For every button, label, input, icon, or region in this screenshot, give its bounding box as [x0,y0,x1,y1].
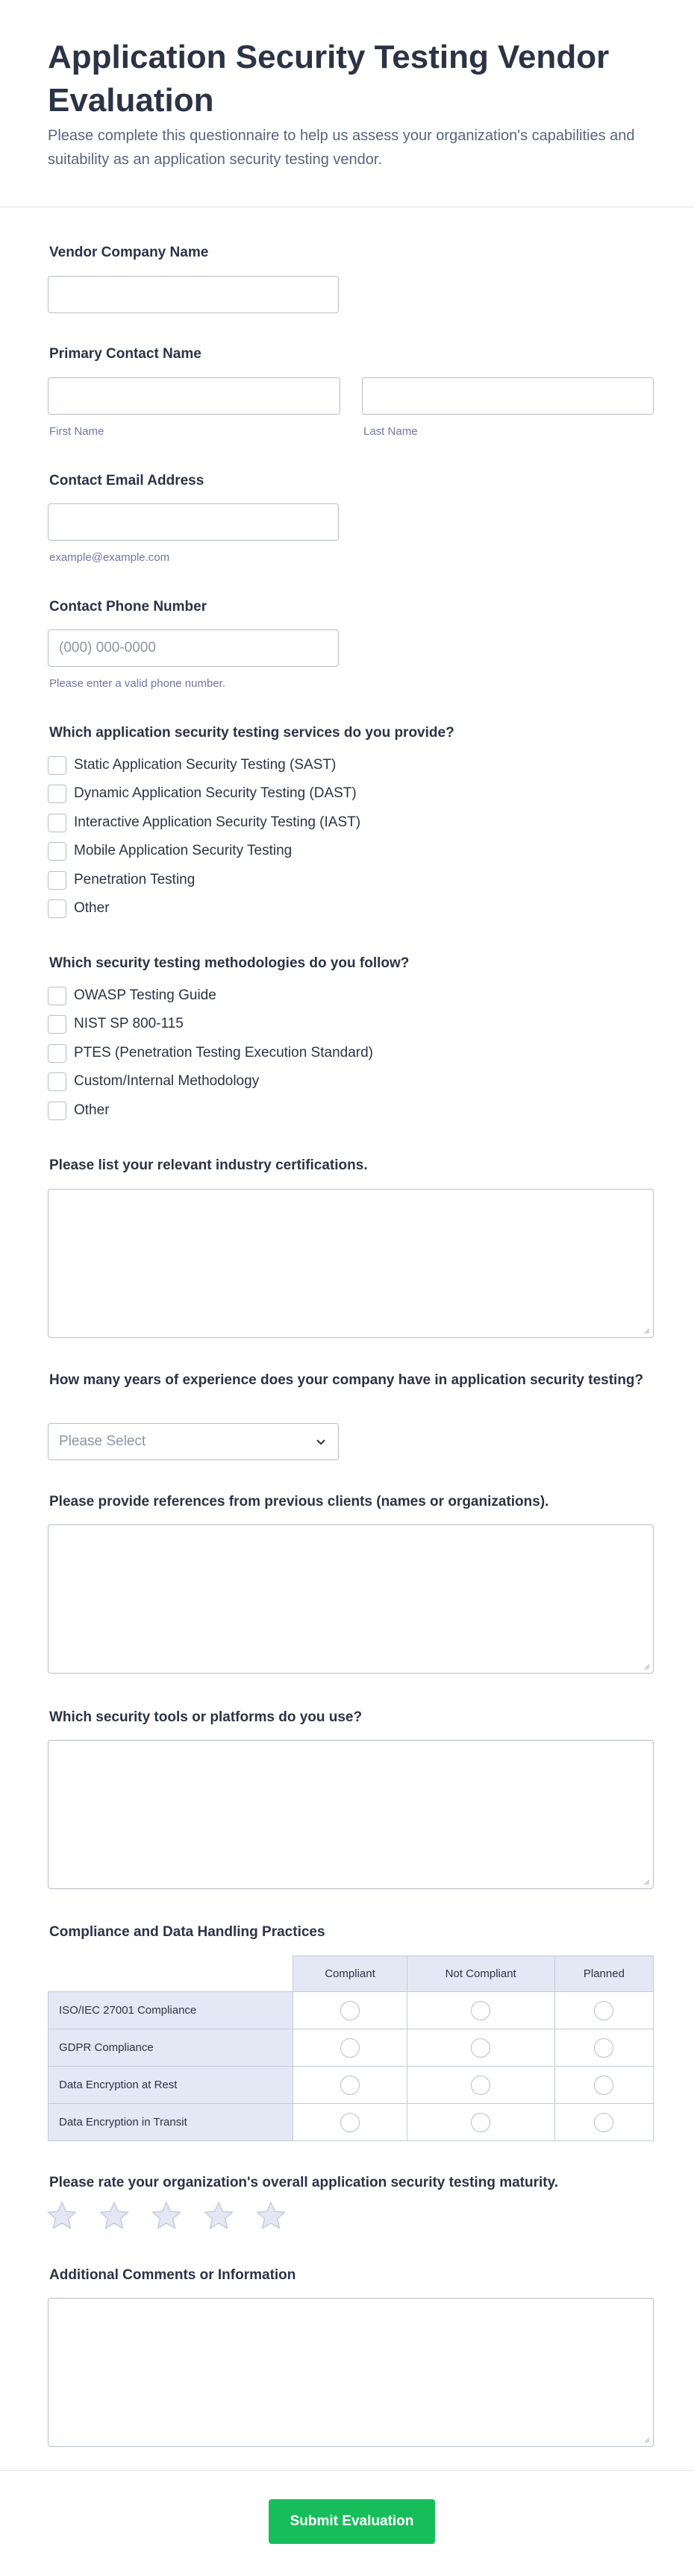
radio-button[interactable] [594,2076,613,2095]
matrix-row [49,1992,654,2029]
radio-button[interactable] [471,2113,490,2132]
form-footer [0,2470,694,2576]
radio-button[interactable] [340,2076,360,2095]
option-label: Other [74,1102,110,1118]
matrix-row-label: Data Encryption at Rest [49,2067,293,2104]
certifications-label: Please list your relevant industry certifications. [49,1157,368,1173]
checkbox[interactable] [48,987,66,1005]
radio-button[interactable] [340,2001,360,2020]
matrix-corner [49,1956,293,1992]
compliance-matrix [48,1955,654,2141]
services-option[interactable] [48,841,292,861]
last-name-input[interactable] [362,377,654,415]
checkbox[interactable] [48,1044,66,1063]
star-icon[interactable] [46,2200,78,2231]
matrix-column-header: Planned [554,1956,653,1992]
star-icon[interactable] [151,2200,182,2231]
references-label: Please provide references from previous clients (names or organizations). [49,1494,549,1510]
methodologies-label: Which security testing methodologies do you follow? [49,955,410,971]
matrix-row [49,2029,654,2067]
radio-button[interactable] [471,2076,490,2095]
checkbox[interactable] [48,1015,66,1034]
star-rating [46,2200,287,2231]
checkbox[interactable] [48,899,66,918]
services-option[interactable] [48,813,360,832]
services-option[interactable] [48,755,336,775]
services-option[interactable] [48,899,110,918]
radio-button[interactable] [594,2001,613,2020]
resize-grip-icon[interactable] [643,1327,650,1334]
radio-button[interactable] [340,2113,360,2132]
methodology-option[interactable] [48,1014,184,1034]
star-icon[interactable] [255,2200,287,2231]
option-label: PTES (Penetration Testing Execution Standard) [74,1045,373,1061]
resize-grip-icon[interactable] [643,1878,650,1885]
phone-placeholder: (000) 000-0000 [59,640,156,656]
email-label: Contact Email Address [49,473,204,489]
experience-placeholder: Please Select [59,1433,146,1449]
checkbox[interactable] [48,785,66,803]
methodology-option[interactable] [48,986,216,1005]
star-icon[interactable] [203,2200,234,2231]
radio-button[interactable] [594,2113,613,2132]
certifications-textarea[interactable] [48,1189,654,1338]
option-label: Custom/Internal Methodology [74,1073,260,1089]
resize-grip-icon[interactable] [643,2436,650,2443]
phone-sublabel: Please enter a valid phone number. [49,677,225,690]
tools-textarea[interactable] [48,1740,654,1889]
resize-grip-icon[interactable] [643,1662,650,1670]
last-name-sublabel: Last Name [363,425,418,438]
option-label: Dynamic Application Security Testing (DAST) [74,785,357,801]
star-icon[interactable] [99,2200,130,2231]
radio-button[interactable] [471,2038,490,2058]
matrix-row-label: Data Encryption in Transit [49,2104,293,2141]
comments-label: Additional Comments or Information [49,2267,296,2283]
email-input[interactable] [48,503,339,541]
option-label: Other [74,900,110,916]
contact-label: Primary Contact Name [49,346,201,362]
experience-label: How many years of experience does your company have in application security testing? [49,1372,644,1388]
company-input[interactable] [48,276,339,313]
phone-label: Contact Phone Number [49,599,207,615]
checkbox[interactable] [48,1102,66,1120]
matrix-row-label: ISO/IEC 27001 Compliance [49,1992,293,2029]
option-label: OWASP Testing Guide [74,987,216,1003]
radio-button[interactable] [340,2038,360,2058]
matrix-column-header: Compliant [293,1956,407,1992]
phone-input[interactable] [48,629,339,667]
maturity-label: Please rate your organization's overall application security testing maturity. [49,2175,559,2190]
form-title: Application Security Testing Vendor Evaluation [48,39,610,119]
matrix-row [49,2067,654,2104]
checkbox[interactable] [48,1072,66,1091]
methodology-option[interactable] [48,1043,373,1063]
matrix-row [49,2104,654,2141]
comments-textarea[interactable] [48,2298,654,2447]
matrix-column-header: Not Compliant [407,1956,554,1992]
form-subtitle: Please complete this questionnaire to help us assess your organization's capabilities and suitability as an application security testing vendor. [48,128,635,168]
company-label: Vendor Company Name [49,245,209,260]
checkbox[interactable] [48,756,66,775]
checkbox[interactable] [48,842,66,861]
services-option[interactable] [48,870,195,890]
option-label: NIST SP 800-115 [74,1016,184,1031]
methodology-option[interactable] [48,1101,110,1120]
option-label: Penetration Testing [74,872,196,888]
matrix-row-label: GDPR Compliance [49,2029,293,2067]
first-name-sublabel: First Name [49,425,104,438]
option-label: Interactive Application Security Testing (IAST) [74,814,361,830]
compliance-label: Compliance and Data Handling Practices [49,1924,325,1940]
option-label: Mobile Application Security Testing [74,843,293,858]
option-label: Static Application Security Testing (SAST) [74,757,337,773]
first-name-input[interactable] [48,377,340,415]
services-label: Which application security testing services do you provide? [49,725,454,741]
radio-button[interactable] [594,2038,613,2058]
methodology-option[interactable] [48,1072,259,1091]
experience-select[interactable] [48,1423,339,1460]
references-textarea[interactable] [48,1524,654,1674]
radio-button[interactable] [471,2001,490,2020]
services-option[interactable] [48,784,357,803]
email-sublabel: example@example.com [49,551,170,564]
chevron-down-icon [314,1435,328,1448]
checkbox[interactable] [48,814,66,832]
form-header [0,0,694,207]
checkbox[interactable] [48,871,66,890]
tools-label: Which security tools or platforms do you use? [49,1709,363,1725]
submit-button[interactable]: Submit Evaluation [269,2499,435,2544]
